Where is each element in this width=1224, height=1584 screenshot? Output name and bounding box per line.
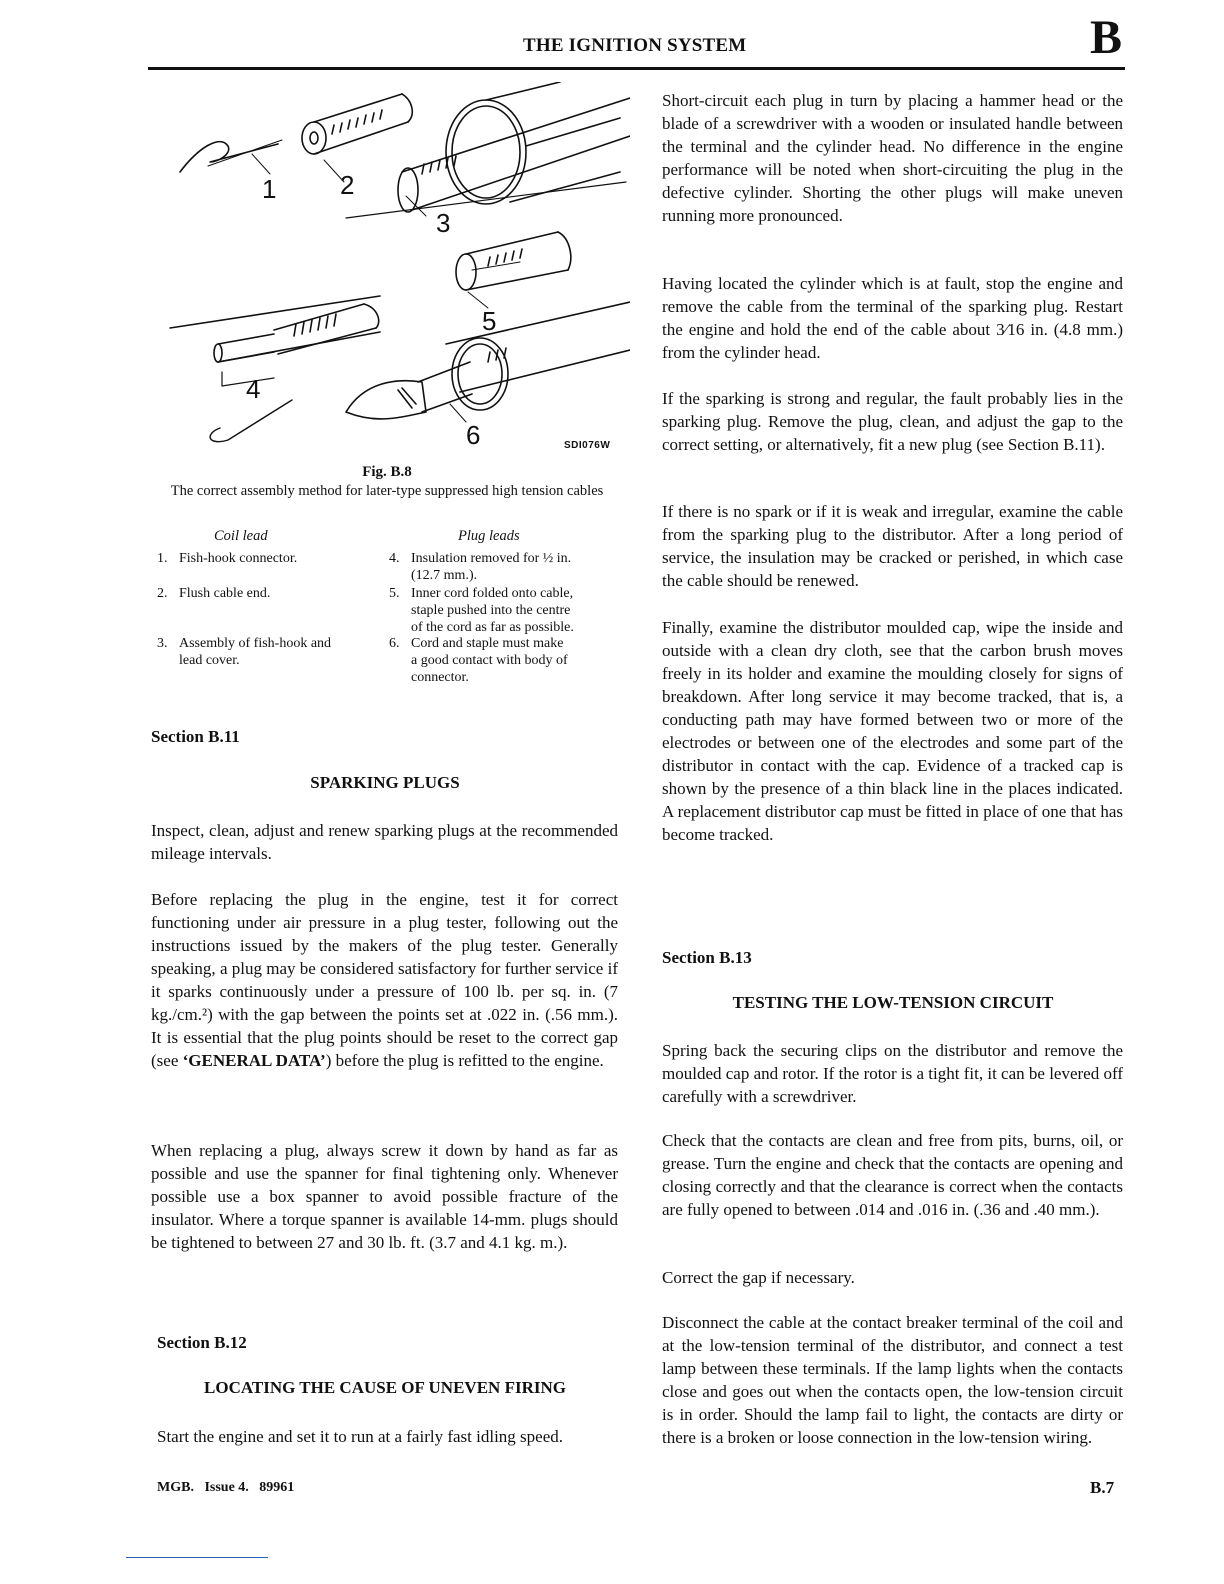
legend-number: 4. xyxy=(389,551,400,566)
legend-number: 3. xyxy=(157,636,168,651)
b13-paragraph-4: Disconnect the cable at the contact breaker terminal of the coil and at the low-tension terminal of the distributor, and connect a test lamp between these terminals. If the lamp lights when the contacts close and goes out when the contacts open, the low-tension circuit is in order. Should the lamp fail to light, the contacts are dirty or there is a broken or loose connection in the low-tension wiring. xyxy=(662,1313,1123,1447)
legend-text: Flush cable end. xyxy=(179,586,271,601)
folded-cord-drawing xyxy=(456,232,571,290)
legend-number: 6. xyxy=(389,636,400,651)
b13-paragraph-3: Correct the gap if necessary. xyxy=(662,1268,855,1287)
legend-number: 5. xyxy=(389,586,400,601)
stripped-cable-drawing xyxy=(170,296,380,386)
b11-paragraph-2-text-end: ) before the plug is refitted to the engine. xyxy=(325,1051,604,1070)
legend-heading-plug: Plug leads xyxy=(458,528,520,544)
connector-contact-drawing xyxy=(210,302,630,442)
b11-paragraph-3: When replacing a plug, always screw it down by hand as far as possible and use the spanner for final tightening only. Whenever possible use a box spanner to avoid possible fracture of the insulator. Where a torque spanner is available 14-mm. plugs should be tightened to between 27 and 30 lb. ft. (3.7 and 4.1 kg. m.). xyxy=(151,1141,618,1252)
legend-text: Inner cord folded onto cable, staple pushed into the centre of the cord as far as possible. xyxy=(411,586,574,635)
figure-code: SDI076W xyxy=(564,440,611,451)
header-rule xyxy=(148,67,1125,70)
b11-paragraph-2-text: Before replacing the plug in the engine, test it for correct functioning under air pressure in a plug tester, following out the instructions issued by the makers of the plug tester. Generally speaking, a plug may be considered satisfactory for further service if it sparks continuously under a pressure of 100 lb. per sq. in. (7 kg./cm.²) with the gap between the points set at .022 in. (.56 mm.). It is essential that the plug points should be reset to the correct gap (see xyxy=(151,890,618,1070)
b11-paragraph-1: Inspect, clean, adjust and renew sparking plugs at the recommended mileage intervals. xyxy=(151,821,618,863)
lead-cover-assembly-drawing xyxy=(346,82,630,218)
callout-6: 6 xyxy=(466,420,481,450)
b12-paragraph-5: If there is no spark or if it is weak and irregular, examine the cable from the sparking plug to the distributor. After a long period of service, the insulation may be cracked or perished, in which case the cable should be renewed. xyxy=(662,502,1123,590)
b12-paragraph-3: Having located the cylinder which is at fault, stop the engine and remove the cable from the terminal of the sparking plug. Restart the engine and hold the end of the cable about 3⁄16 in. (4.8 mm.) from the cylinder head. xyxy=(662,274,1123,362)
b13-paragraph-2: Check that the contacts are clean and free from pits, burns, oil, or grease. Turn the engine and check that the contacts are opening and closing correctly and that the clearance is correct when the contacts are fully opened to between .014 and .016 in. (.36 and .40 mm.). xyxy=(662,1131,1123,1219)
section-b11-title: SPARKING PLUGS xyxy=(310,773,460,792)
callout-2: 2 xyxy=(340,170,355,200)
section-b11-label: Section B.11 xyxy=(151,727,240,746)
legend-number: 2. xyxy=(157,586,168,601)
cable-assembly-illustration xyxy=(150,82,630,460)
page-header-title: THE IGNITION SYSTEM xyxy=(523,35,747,56)
section-b12-label: Section B.12 xyxy=(157,1333,247,1352)
legend-text: Assembly of fish-hook and lead cover. xyxy=(179,636,332,668)
legend-text: Insulation removed for ½ in. (12.7 mm.). xyxy=(411,551,572,583)
section-b13-title: TESTING THE LOW-TENSION CIRCUIT xyxy=(732,993,1054,1012)
flush-cable-end-drawing xyxy=(302,94,412,154)
footer-issue-info: MGB. Issue 4. 89961 xyxy=(157,1480,295,1495)
legend-text: Fish-hook connector. xyxy=(179,551,298,566)
b11-paragraph-2 xyxy=(151,888,618,1072)
b12-paragraph-1: Start the engine and set it to run at a fairly fast idling speed. xyxy=(157,1427,563,1446)
bottom-rule xyxy=(126,1557,268,1558)
callout-3: 3 xyxy=(436,208,451,238)
general-data-reference: ‘GENERAL DATA’ xyxy=(182,1051,326,1070)
figure-caption: The correct assembly method for later-type suppressed high tension cables xyxy=(170,483,604,499)
b13-paragraph-1: Spring back the securing clips on the distributor and remove the moulded cap and rotor. If the rotor is a tight fit, it can be levered off carefully with a screwdriver. xyxy=(662,1041,1123,1106)
legend-number: 1. xyxy=(157,551,168,566)
section-letter: B xyxy=(1090,11,1123,64)
callout-5: 5 xyxy=(482,306,497,336)
legend-text: Cord and staple must make a good contact with body of connector. xyxy=(411,636,568,685)
figure-label: Fig. B.8 xyxy=(362,464,412,480)
page-number: B.7 xyxy=(1090,1478,1115,1497)
b12-paragraph-2: Short-circuit each plug in turn by placing a hammer head or the blade of a screwdriver with a wooden or insulated handle between the terminal and the cylinder head. No difference in the engine performance will be noted when short-circuiting the plug in the defective cylinder. Shorting the other plugs will make uneven running more pronounced. xyxy=(662,91,1123,225)
callout-1: 1 xyxy=(262,174,277,204)
section-b12-title: LOCATING THE CAUSE OF UNEVEN FIRING xyxy=(204,1378,566,1397)
section-b13-label: Section B.13 xyxy=(662,948,752,967)
b12-paragraph-4: If the sparking is strong and regular, the fault probably lies in the sparking plug. Remove the plug, clean, and adjust the gap to the correct setting, or alternatively, fit a new plug (see Section B.11). xyxy=(662,389,1123,454)
legend-heading-coil: Coil lead xyxy=(214,528,268,544)
b12-paragraph-6: Finally, examine the distributor moulded cap, wipe the inside and outside with a clean dry cloth, see that the carbon brush moves freely in its holder and examine the moulding closely for signs of breakdown. After long service it may become tracked, that is, a conducting path may have formed between two or more of the electrodes or between one of the electrodes and some part of the distributor in contact with the cap. Evidence of a tracked cap is shown by the presence of a thin black line in the places indicated. A replacement distributor cap must be fitted in place of one that has become tracked. xyxy=(662,618,1123,844)
callout-4: 4 xyxy=(246,374,261,404)
